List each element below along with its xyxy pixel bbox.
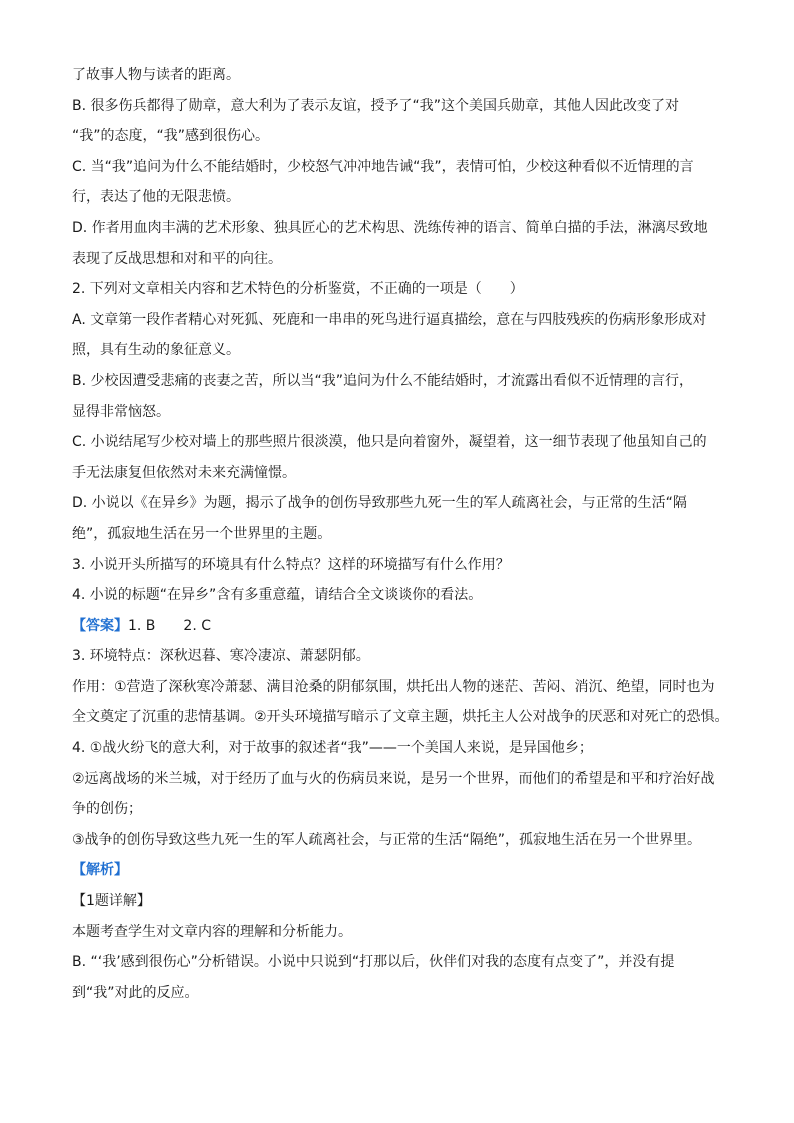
text-line: B. 少校因遭受悲痛的丧妻之苦，所以当“我”追问为什么不能结婚时，才流露出看似不近情理的言行，: [72, 372, 694, 389]
answer-text-line: 争的创伤；: [72, 801, 142, 818]
text-line: 行，表达了他的无限悲愤。: [72, 189, 240, 206]
text-line: B. 很多伤兵都得了勋章，意大利为了表示友谊，授予了“我”这个美国兵勋章，其他人因此改变了对: [72, 97, 680, 114]
text-line: C. 小说结尾写少校对墙上的那些照片很淡漠，他只是向着窗外，凝望着，这一细节表现了他虽知自己的: [72, 434, 707, 451]
analysis-heading: [72, 855, 737, 886]
analysis-text-line: 本题考查学生对文章内容的理解和分析能力。: [72, 923, 352, 940]
text-line: 照，具有生动的象征意义。: [72, 342, 240, 359]
answer-text-line: ③战争的创伤导致这些九死一生的军人疏离社会，与正常的生活“隔绝”，孤寂地生活在另一个世界里。: [72, 831, 702, 848]
text-line: 显得非常恼怒。: [72, 403, 170, 420]
answer-text-line: 全文奠定了沉重的悲情基调。②开头环境描写暗示了文章主题，烘托主人公对战争的厌恶和对死亡的恐惧。: [72, 709, 729, 726]
document-page: [72, 60, 737, 1008]
analysis-subhead: 【1题详解】: [72, 893, 151, 910]
text-line: C. 当“我”追问为什么不能结婚时，少校怒气冲冲地告诫“我”，表情可怕，少校这种看似不近情理的言: [72, 158, 694, 175]
analysis-text-line: B. “‘我’感到很伤心”分析错误。小说中只说到“打那以后，伙伴们对我的态度有点变了”，并没有提: [72, 954, 675, 971]
text-line: 手无法康复但依然对未来充满憧憬。: [72, 464, 296, 481]
answer-text: 1. B 2. C: [128, 617, 211, 634]
answer-text-line: 3. 环境特点：深秋迟暮、寒冷凄凉、萧瑟阴郁。: [72, 648, 370, 665]
text-line: 表现了反战思想和对和平的向往。: [72, 250, 282, 267]
answer-tag: 【答案】: [72, 617, 128, 634]
question-3: 3. 小说开头所描写的环境具有什么特点？这样的环境描写有什么作用？: [72, 556, 510, 573]
question-2: 2. 下列对文章相关内容和艺术特色的分析鉴赏，不正确的一项是（ ）: [72, 281, 524, 298]
text-line: D. 小说以《在异乡》为题，揭示了战争的创伤导致那些九死一生的军人疏离社会，与正常的生活“隔: [72, 495, 687, 512]
text-line: A. 文章第一段作者精心对死狐、死鹿和一串串的死鸟进行逼真描绘，意在与四肢残疾的伤病形象形成对: [72, 311, 707, 328]
answer-line: [72, 611, 737, 642]
analysis-tag: 【解析】: [72, 862, 128, 879]
text-line: “我”的态度，“我”感到很伤心。: [72, 128, 270, 145]
text-line: 绝”，孤寂地生活在另一个世界里的主题。: [72, 525, 332, 542]
answer-text-line: ②远离战场的米兰城，对于经历了血与火的伤病员来说，是另一个世界，而他们的希望是和平和疗治好战: [72, 770, 715, 787]
question-4: 4. 小说的标题“在异乡”含有多重意蕴，请结合全文谈谈你的看法。: [72, 587, 483, 604]
answer-text-line: 作用：①营造了深秋寒冷萧瑟、满目沧桑的阴郁氛围，烘托出人物的迷茫、苦闷、消沉、绝望，同时也为: [72, 678, 715, 695]
answer-text-line: 4. ①战火纷飞的意大利，对于故事的叙述者“我”——一个美国人来说，是异国他乡；: [72, 740, 593, 757]
analysis-text-line: 到“我”对此的反应。: [72, 984, 199, 1001]
text-line: D. 作者用血肉丰满的艺术形象、独具匠心的艺术构思、洗练传神的语言、简单白描的手法，淋漓尽致地: [72, 219, 708, 236]
text-line: 了故事人物与读者的距离。: [72, 67, 240, 83]
